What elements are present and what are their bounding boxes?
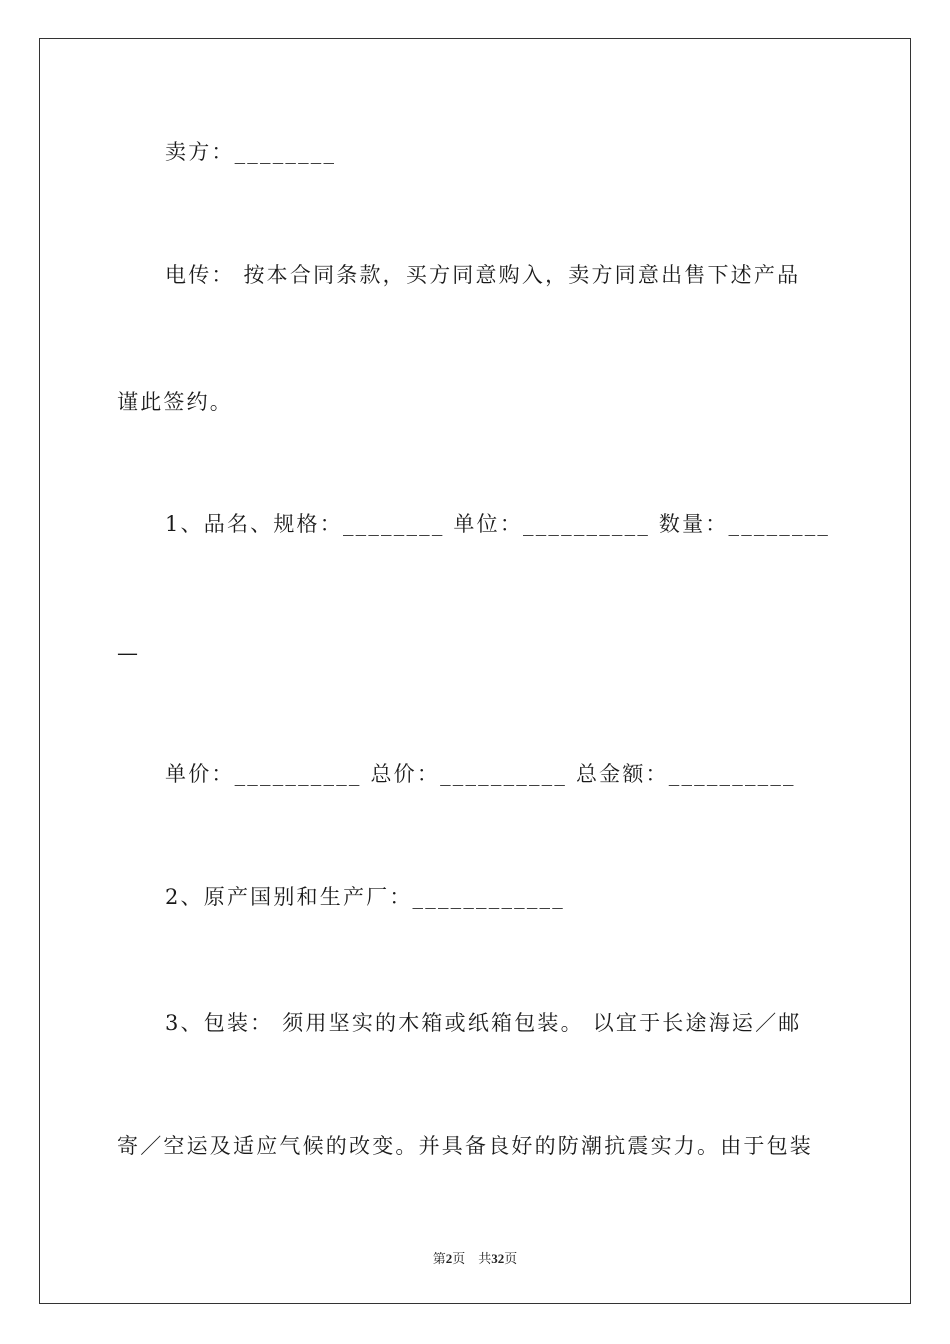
item-2-line: 2、原产国别和生产厂：____________ — [165, 885, 565, 909]
footer-page-suffix: 页 — [452, 1251, 466, 1266]
page-footer — [0, 1248, 950, 1267]
item-3-line: 3、包装： 须用坚实的木箱或纸箱包装。 以宜于长途海运／邮 — [165, 1011, 802, 1035]
item-3-continuation: 寄／空运及适应气候的改变。并具备良好的防潮抗震实力。由于包装 — [117, 1134, 813, 1158]
footer-total-prefix: 共 — [478, 1251, 492, 1266]
footer-total-suffix: 页 — [504, 1251, 518, 1266]
seller-line: 卖方：________ — [165, 140, 337, 164]
item-1-line: 1、品名、规格：________ 单位：__________ 数量：________ — [165, 512, 831, 536]
footer-page-prefix: 第 — [432, 1251, 446, 1266]
telex-line: 电传： 按本合同条款，买方同意购入，卖方同意出售下述产品 — [165, 263, 801, 287]
footer-page-number: 2 — [445, 1251, 453, 1266]
page-border — [39, 38, 911, 1304]
price-line: 单价：__________ 总价：__________ 总金额：__________ — [165, 762, 796, 786]
footer-total-pages: 32 — [491, 1251, 505, 1266]
item-1-continuation: — — [117, 641, 141, 665]
sign-line: 谨此签约。 — [117, 390, 233, 414]
